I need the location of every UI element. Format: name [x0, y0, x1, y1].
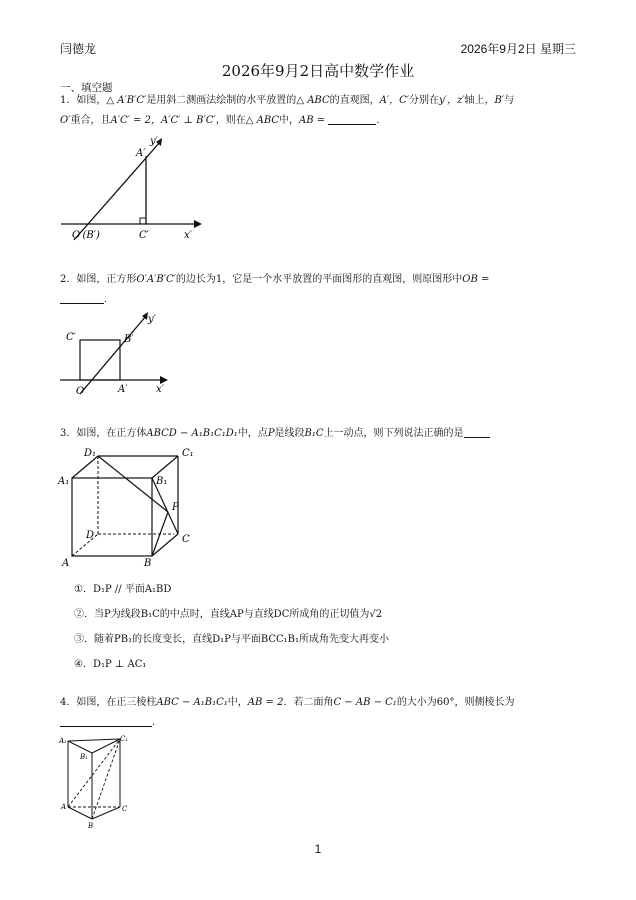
answer-blank-2[interactable]: [60, 291, 104, 304]
label-c: C′: [139, 230, 149, 241]
label-a1: A₁: [58, 476, 70, 487]
label-x: x′: [184, 230, 192, 241]
label-a1: A₁: [59, 737, 67, 745]
label-o: O′(B′): [72, 230, 100, 241]
answer-blank-1[interactable]: [328, 112, 376, 125]
q3-option-4: ④．D₁P ⊥ AC₁: [74, 659, 147, 670]
header-date: 2026年9月2日 星期三: [460, 42, 576, 56]
header-name: 闫德龙: [60, 42, 97, 56]
label-b1: B₁: [80, 753, 88, 761]
label-b1: B₁: [156, 476, 168, 487]
label-c: C′: [66, 332, 76, 343]
label-a: A′: [136, 148, 146, 159]
figure-q3: [56, 442, 206, 570]
label-p: P: [172, 502, 179, 513]
label-y: y′: [150, 136, 158, 147]
q3-option-1: ①．D₁P // 平面A₁BD: [74, 584, 172, 595]
label-d1: D₁: [84, 448, 97, 459]
label-c1: C₁: [182, 448, 194, 459]
label-a: A: [61, 803, 67, 811]
label-c: C: [122, 805, 128, 813]
answer-blank-4[interactable]: [60, 714, 152, 727]
label-c1: C₁: [120, 735, 129, 743]
q3-option-2: ②．当P为线段B₁C的中点时，直线AP与直线DC所成角的正切值为√2: [74, 609, 383, 620]
label-y: y′: [148, 314, 156, 325]
section-heading: 一、填空题: [60, 82, 113, 94]
question-3-text: 3．如图，在正方体ABCD − A₁B₁C₁D₁中，点P是线段B₁C上一动点，则下列说法正确的是: [60, 424, 580, 444]
label-c: C: [182, 534, 190, 545]
answer-blank-3[interactable]: [464, 425, 490, 438]
figure-q1: [56, 130, 206, 248]
label-b: B: [88, 822, 94, 829]
label-b: B: [144, 558, 152, 569]
q3-option-3: ③．随着PB₁的长度变长，直线D₁P与平面BCC₁B₁所成角先变大再变小: [74, 634, 390, 645]
page-title: 2026年9月2日高中数学作业: [221, 62, 415, 80]
figure-q2: [58, 310, 170, 402]
question-2-text: 2．如图，正方形O′A′B′C′的边长为1，它是一个水平放置的平面图形的直观图，则原图形中OB = ．: [60, 274, 490, 305]
label-a: A: [62, 558, 70, 569]
label-d: D: [86, 530, 95, 541]
label-o: O′: [76, 386, 87, 397]
question-1-text: 1．如图，△ A′B′C′是用斜二测画法绘制的水平放置的△ ABC的直观图，A′，C′分别在y′，z′轴上，B′与 O′重合，且A′C′ = 2，A′C′ ⊥ B′C′，则在△ ABC中，AB = ．: [60, 95, 515, 126]
figure-q4: [58, 733, 138, 829]
label-b: B′: [124, 334, 134, 345]
page-number: 1: [314, 842, 322, 856]
label-a: A′: [118, 384, 128, 395]
label-x: x′: [156, 384, 164, 395]
question-4-text: 4．如图，在正三棱柱ABC − A₁B₁C₁中，AB = 2．若二面角C − AB − C₁的大小为60°，则侧棱长为 ．: [60, 697, 515, 728]
